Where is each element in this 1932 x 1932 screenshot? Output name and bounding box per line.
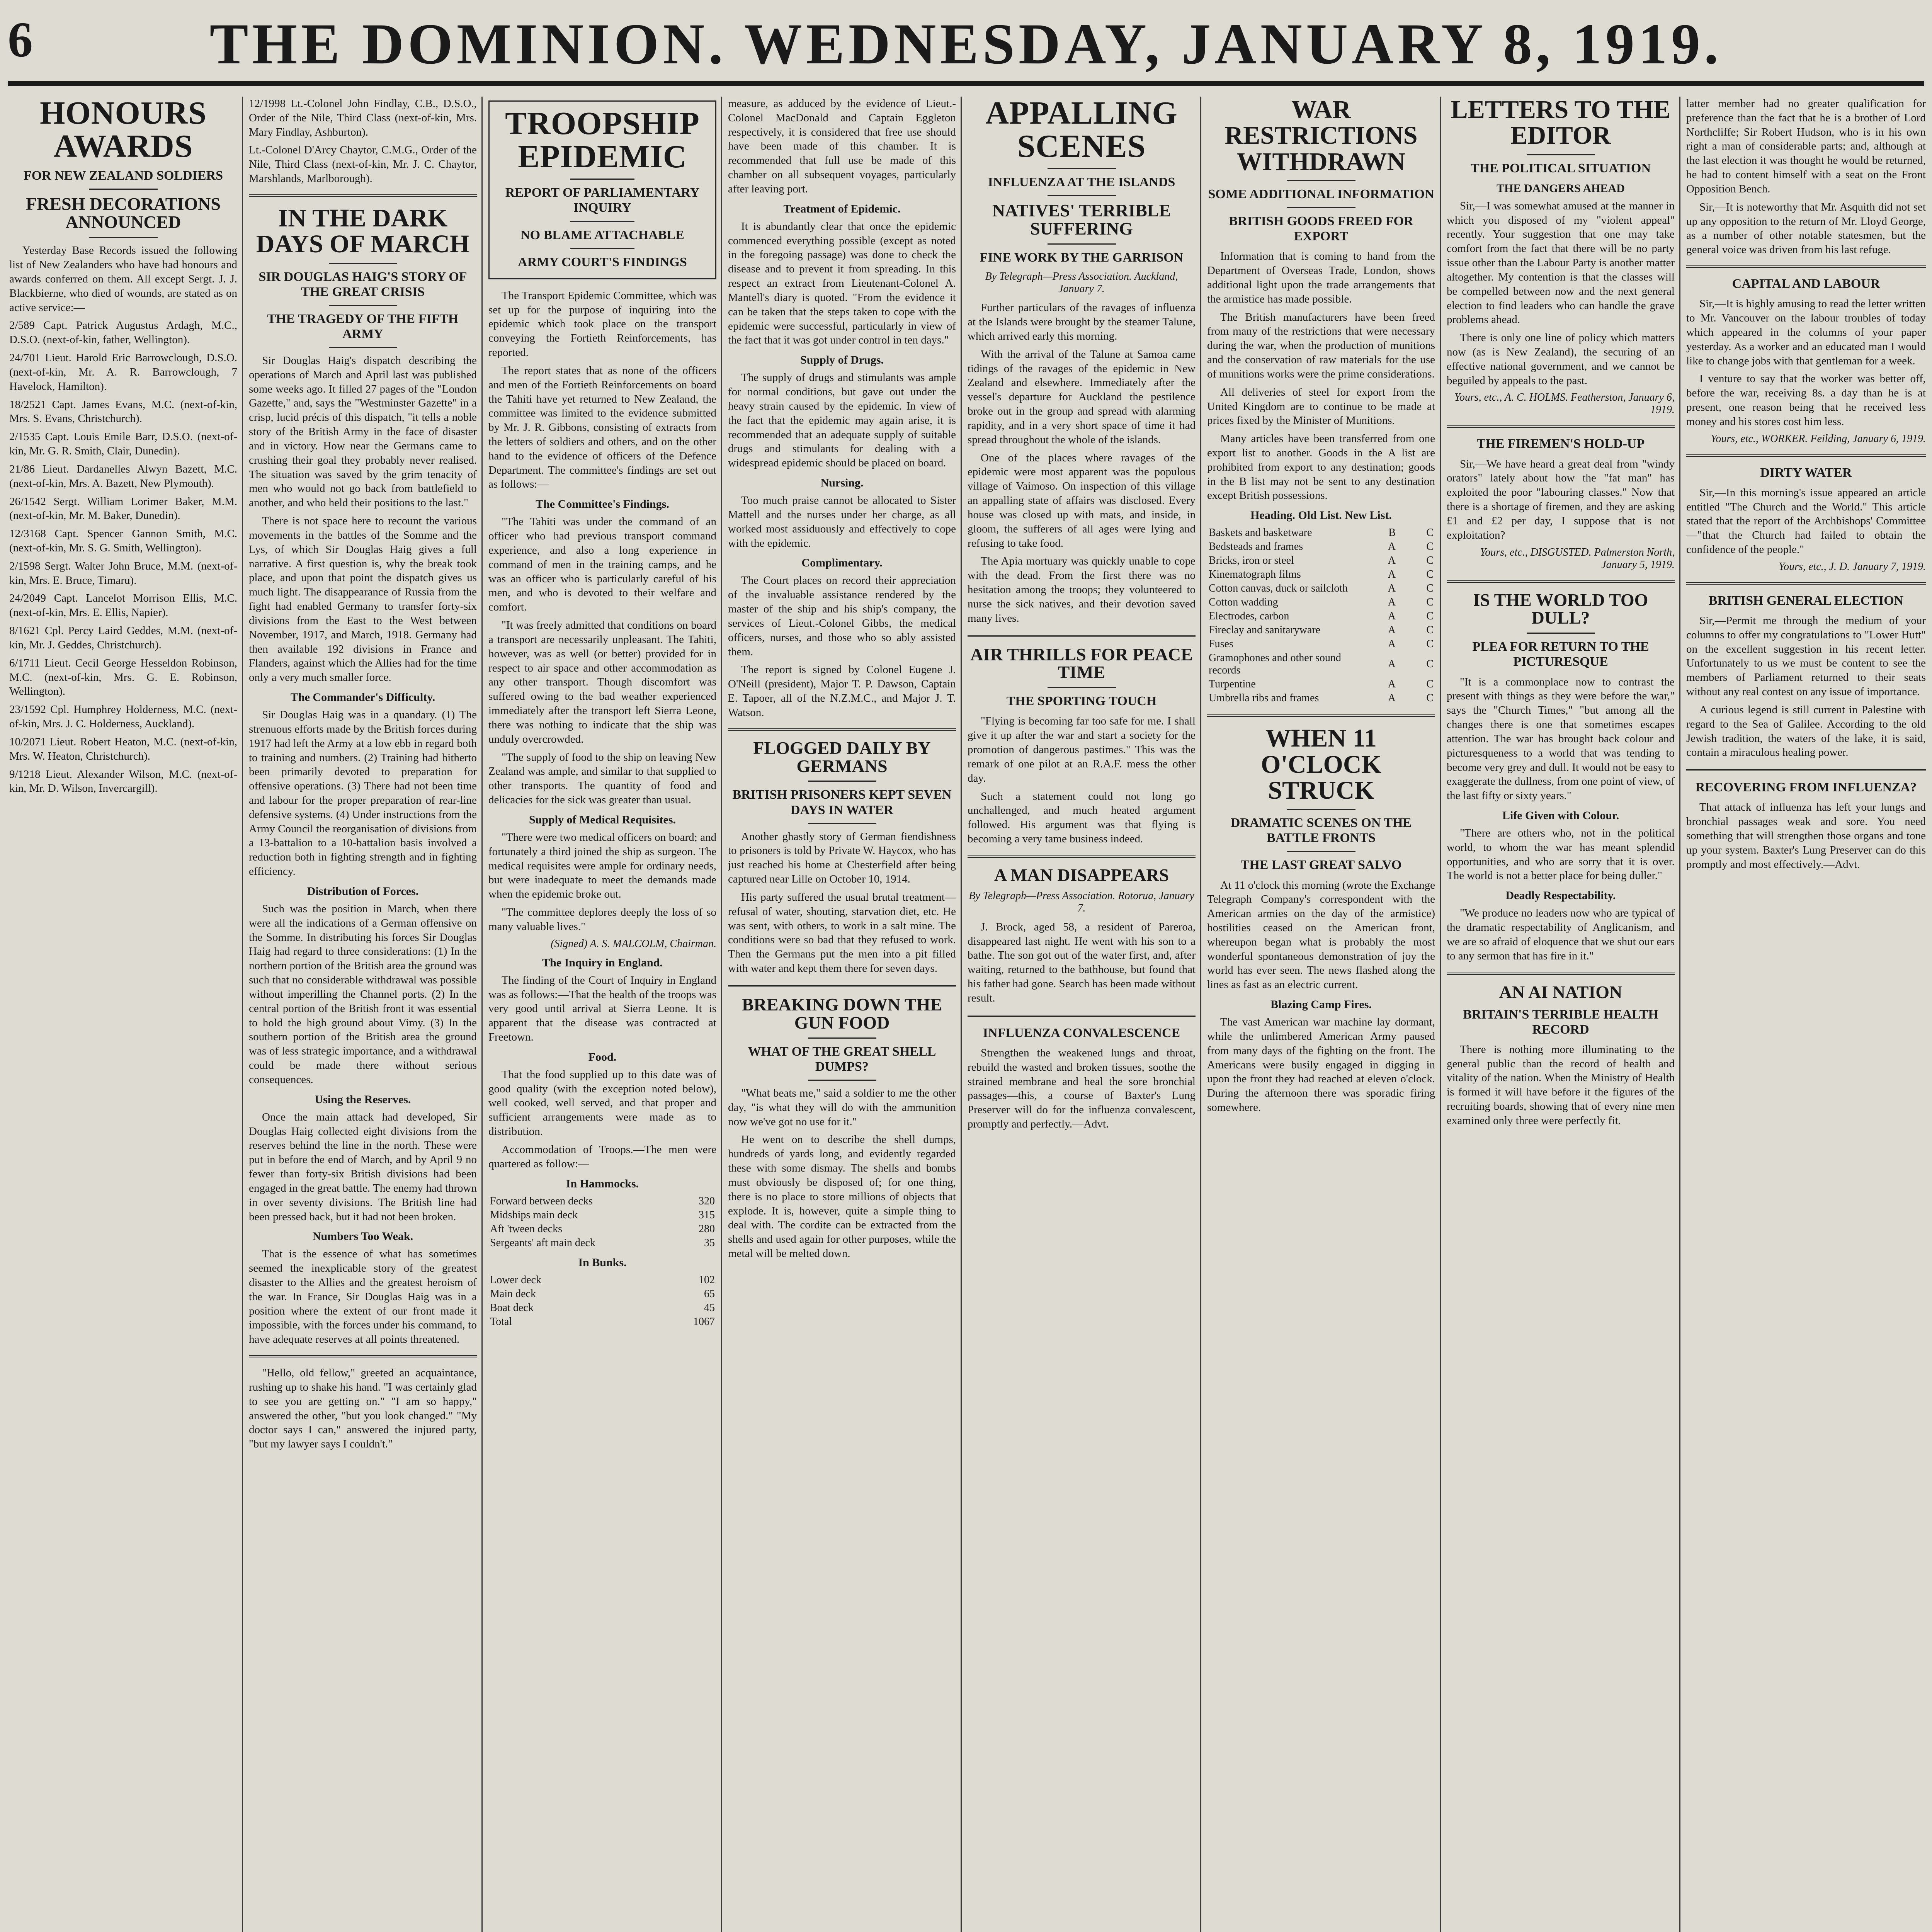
column-1 [9, 97, 237, 1932]
dek: SIR DOUGLAS HAIG'S STORY OF THE GREAT CRISIS [259, 269, 467, 299]
paragraph: "The committee deplores deeply the loss of so many valuable lives." [488, 906, 716, 933]
table-row: Main deck 65 [490, 1287, 715, 1300]
article-gun-food [728, 996, 956, 1261]
export-list-table [1207, 526, 1435, 705]
paragraph: It is abundantly clear that once the epidemic commenced everything possible (except as noted in the foregoing passage) was done to check the disease and to prevent it from spreading. In this respect an extract from Lieutenant-Colonel A. Mantell's diary is quoted. "From the evidence it can be taken that the steps taken to cope with the epidemic were successful, particularly in view of the fact that it was got under control in ten days." [728, 220, 956, 347]
section-heading: Distribution of Forces. [307, 884, 419, 898]
table-row: Electrodes, carbon A C [1209, 610, 1434, 622]
paragraph: Such was the position in March, when there were all the indications of a German offensive on the Somme. In distributing his forces Sir Douglas Haig had regard to three considerations: (1) In the northern portion of the British area the ground was such that no considerable withdrawal was possible without imperilling the Channel ports. (2) In the central portion of the British front it was essential to hold the high ground about Vimy. (3) In the southern portion of the British area the ground was of less strategic importance, and a withdrawal could be made there without serious consequences. [249, 902, 477, 1086]
byline: By Telegraph—Press Association. Auckland, January 7. [985, 270, 1178, 295]
paragraph: Once the main attack had developed, Sir Douglas Haig collected eight divisions from the reserves behind the line in the north. These were put in before the end of March, and by April 9 no fewer than forty-six British divisions had been engaged in the great battle. The enemy had thrown in over seventy divisions. The British line had been pressed back, but it had not been broken. [249, 1111, 477, 1223]
section-heading: The Commander's Difficulty. [290, 691, 435, 704]
table-heading: In Hammocks. [566, 1177, 639, 1190]
paragraph: measure, as adduced by the evidence of Lieut.-Colonel MacDonald and Captain Eggleton respectively, it is considered that free use should have been made of this chamber. It is recommended that full use be made of this chamber on all subsequent voyages, particularly after leaving port. [728, 97, 956, 195]
paragraph: "It was freely admitted that conditions on board a transport are necessarily unpleasant. The Tahiti, however, was as well (or better) provided for in respect to air space and other accommodation as any other transport. Though discomfort was suffered owing to the bad weather experienced immediately after the transport left Sierra Leone, there was nothing to indicate that the ship was unduly overcrowded. [488, 619, 716, 745]
headline: WAR RESTRICTIONS WITHDRAWN [1225, 97, 1418, 176]
table-row: Fuses A C [1209, 638, 1434, 650]
subhead: THE DANGERS AHEAD [1497, 182, 1625, 195]
table-row: Forward between decks 320 [490, 1195, 715, 1207]
column-5 [968, 97, 1196, 1932]
article-honours-awards [9, 97, 237, 796]
paragraph: Another ghastly story of German fiendishness to prisoners is told by Private W. Haycox, who has just reached his home at Chesterfield after being captured near Lille on October 10, 1914. [728, 830, 956, 886]
table-row: Kinematograph films A C [1209, 568, 1434, 581]
article-ai-nation [1447, 983, 1675, 1128]
list-item: 10/2071 Lieut. Robert Heaton, M.C. (next-of-kin, Mrs. W. Heaton, Christchurch). [9, 735, 237, 762]
signature: Yours, etc., A. C. HOLMS. Featherston, January 6, 1919. [1454, 391, 1675, 416]
column-6 [1207, 97, 1435, 1932]
paragraph: "We produce no leaders now who are typical of the dramatic respectability of Anglicanism, and we are so afraid of eloquence that we shut our ears to any sermon that has fire in it." [1447, 907, 1675, 962]
table-row: Baskets and basketware B C [1209, 527, 1434, 539]
subhead: THE TRAGEDY OF THE FIFTH ARMY [267, 311, 459, 341]
dek: PLEA FOR RETURN TO THE PICTURESQUE [1472, 639, 1649, 669]
paragraph: There is only one line of policy which matters now (as is New Zealand), the securing of an effective national government, and we cannot be beguiled by appeals to the past. [1447, 332, 1675, 387]
article-world-too-dull [1447, 591, 1675, 963]
paragraph: The vast American war machine lay dormant, while the unlimbered American Army paused from many days of the fighting on the front. The Americans were busily engaged in digging in upon the front they had reached at eleven o'clock. During the afternoon there was sporadic firing somewhere. [1207, 1016, 1435, 1114]
letter-dirty-water [1686, 465, 1926, 573]
advert-influenza-convalescence [968, 1026, 1196, 1131]
byline: By Telegraph—Press Association. Rotorua, January 7. [969, 889, 1194, 914]
article-flogged-daily [728, 739, 956, 976]
section-heading: The Inquiry in England. [542, 956, 663, 969]
table-row: Total 1067 [490, 1315, 715, 1328]
paragraph: There is not space here to recount the various movements in the battles of the Somme and the Lys, of which Sir Douglas Haig gives a full narrative. A first question is, why the break took place, and upon that point the dispatch gives us much light. The disappearance of Russia from the fight had enabled Germany to transfer forty-six divisions from the East to the West between November, 1917, and March, 1918. Germany had then available 192 divisions in France and Flanders, against which the Allies had for the time only a very much smaller force. [249, 515, 477, 684]
table-row: Lower deck 102 [490, 1274, 715, 1286]
dek: BRITISH PRISONERS KEPT SEVEN DAYS IN WATER [732, 787, 952, 817]
letter-firemens-hold-up [1447, 436, 1675, 571]
paragraph: Sir,—In this morning's issue appeared an article entitled "The Church and the World." This article stated that the report of the Archbishops' Committee—"that the Church had failed to obtain the confidence of the people." [1686, 486, 1926, 556]
dek: FOR NEW ZEALAND SOLDIERS [23, 168, 223, 183]
paragraph: latter member had no greater qualification for preference than the fact that he is a brother of Lord Northcliffe; Sir Robert Hudson, who is in his own right a man of considerable parts; and, although at the last election it was thought he would be returned, he had to content himself with a seat on the Front Opposition Bench. [1686, 97, 1926, 195]
headline: DIRTY WATER [1760, 465, 1852, 480]
headline: INFLUENZA CONVALESCENCE [983, 1026, 1180, 1040]
article-war-restrictions [1207, 97, 1435, 705]
list-item: 6/1711 Lieut. Cecil George Hesseldon Robinson, M.C. (next-of-kin, Mrs. G. E. Robinson, Wellington). [9, 656, 237, 698]
paragraph: The Apia mortuary was quickly unable to cope with the dead. From the first there was no hesitation among the troops; they volunteered to nurse the sick natives, and their devotion saved many lives. [968, 555, 1196, 624]
list-item: 8/1621 Cpl. Percy Laird Geddes, M.M. (next-of-kin, Mr. J. Geddes, Christchurch). [9, 624, 237, 651]
paragraph: At 11 o'clock this morning (wrote the Exchange Telegraph Company's correspondent with the American armies on the day of the armistice) hostilities ceased on the American front, whereupon began what is probably the most wonderful spontaneous demonstration of joy the world has ever seen. The news flashed along the lines as fast as an electric current. [1207, 879, 1435, 991]
paragraph: The finding of the Court of Inquiry in England was as follows:—That the health of the troops was very good until arrival at Sierra Leone. It is apparent that the disease was contracted at Freetown. [488, 974, 716, 1043]
section-heading: Treatment of Epidemic. [783, 202, 901, 215]
paragraph: Sir,—We have heard a great deal from "windy orators" lately about how the "fat man" has exploited the poor "labouring classes." Now that there is a shortage of firemen, and they are asking £1 and £2 per day, I suppose that is not exploitation? [1447, 457, 1675, 541]
letter-british-general-election [1686, 593, 1926, 760]
table-row: Boat deck 45 [490, 1301, 715, 1314]
section-heading: The Committee's Findings. [536, 498, 669, 511]
headline: THE FIREMEN'S HOLD-UP [1476, 437, 1645, 451]
signature: (Signed) A. S. MALCOLM, Chairman. [551, 937, 716, 950]
table-row: Midships main deck 315 [490, 1209, 715, 1221]
paragraph: Accommodation of Troops.—The men were quartered as follow:— [488, 1143, 716, 1170]
headline: TROOPSHIP EPIDEMIC [505, 105, 700, 175]
section-heading: Blazing Camp Fires. [1270, 998, 1372, 1011]
headline: APPALLING SCENES [985, 97, 1178, 164]
article-appalling-scenes [968, 97, 1196, 626]
paragraph: "Hello, old fellow," greeted an acquaintance, rushing up to shake his hand. "I was certainly glad to see you are getting on." "I am so happy," answered the other, "but you look changed." "My doctor says I can," answered the injured party, "but my lawyer says I couldn't." [249, 1367, 477, 1451]
table-row: Gramophones and other sound records A C [1209, 652, 1434, 677]
table-row: Cotton wadding A C [1209, 596, 1434, 609]
section-heading: Using the Reserves. [315, 1093, 411, 1106]
section-heading: Supply of Medical Requisites. [529, 813, 676, 826]
column-rule [721, 97, 722, 1932]
paragraph: Sir,—It is highly amusing to read the letter written to Mr. Vancouver on the labour troubles of today which appeared in the columns of your paper yesterday. As a worker and an educated man I would like to change jobs with that gentleman for a week. [1686, 298, 1926, 367]
paragraph: One of the places where ravages of the epidemic were most apparent was the populous village of Vaimoso. On inspection of this village an appalling state of affairs was disclosed. Every house was closed up with mats, and inside, in gloom, the sufferers of all ages were lying and refusing to take food. [968, 451, 1196, 549]
list-item: 18/2521 Capt. James Evans, M.C. (next-of-kin, Mrs. S. Evans, Christchurch). [9, 398, 237, 425]
column-rule [481, 97, 483, 1932]
quarters-table [488, 1194, 716, 1250]
section-heading: Complimentary. [801, 556, 883, 570]
paragraph: The report states that as none of the officers and men of the Fortieth Reinforcements on board the Tahiti have yet returned to New Zealand, the committee was limited to the evidence submitted by Mr. J. R. Gibbons, consisting of extracts from the letters of soldiers and others, and on the other hand to the evidence of officers of the Defence Department. The committee's findings are set out as follows:— [488, 364, 716, 491]
paragraph: A curious legend is still current in Palestine with regard to the Sea of Galilee. According to the old Jewish tradition, the waters of the lake, it is said, contain a miraculous healing power. [1686, 703, 1926, 759]
signature: Yours, etc., WORKER. Feilding, January 6, 1919. [1711, 432, 1926, 445]
section-heading: Supply of Drugs. [800, 354, 884, 367]
paragraph: That is the essence of what has sometimes seemed the inexplicable story of the greatest disaster to the Allies and the greatest heroism of the war. In France, Sir Douglas Haig was in a position where the extent of our front made it impossible, with the forces under his command, to have adequate reserves at all points threatened. [249, 1248, 477, 1346]
paragraph: The report is signed by Colonel Eugene J. O'Neill (president), Major T. P. Dawson, Captain E. Tapoer, all of the N.Z.M.C., and Major J. T. Watson. [728, 663, 956, 719]
list-item: 12/1998 Lt.-Colonel John Findlay, C.B., D.S.O., Order of the Nile, Third Class (next-of-kin, Mrs. Mary Findlay, Ashburton). [249, 97, 477, 138]
paragraph: He went on to describe the shell dumps, hundreds of yards long, and evidently regarded these with some dismay. The shells and bombs must obviously be disposed of; for one thing, there is no place to store millions of objects that explode. It is, however, quite a simple thing to deal with. The cordite can be extracted from the shells and used again for other purposes, while the metal will be melted down. [728, 1133, 956, 1260]
article-man-disappears [968, 866, 1196, 1005]
paragraph: "What beats me," said a soldier to me the other day, "is what they will do with the ammunition now we've got no use for it." [728, 1087, 956, 1128]
headline: BREAKING DOWN THE GUN FOOD [742, 994, 942, 1032]
column-4 [728, 97, 956, 1932]
paragraph: Further particulars of the ravages of influenza at the Islands were brought by the steamer Talune, which arrived early this morning. [968, 301, 1196, 342]
list-item: 24/701 Lieut. Harold Eric Barrowclough, D.S.O. (next-of-kin, Mr. A. R. Barrowclough, 7 Havelock, Hamilton). [9, 352, 237, 393]
paragraph: "The Tahiti was under the command of an officer who had previous transport command experience, and also a long experience in command of men in the training camps, and he was an officer who is particularly careful of his men, and who is devoted to their welfare and comfort. [488, 515, 716, 614]
article-letters-to-editor [1447, 97, 1675, 416]
section-heading: Life Given with Colour. [1502, 809, 1619, 822]
dek: REPORT OF PARLIAMENTARY INQUIRY [505, 185, 700, 215]
paragraph: That the food supplied up to this date was of good quality (with the exception noted below), well cooked, well served, and that proper and sufficient arrangements were made as to distribution. [488, 1068, 716, 1138]
paragraph: Such a statement could not long go unchallenged, and much heated argument followed. His argument was that flying is becoming a very tame business indeed. [968, 790, 1196, 845]
list-item: 2/1535 Capt. Louis Emile Barr, D.S.O. (next-of-kin, Mr. G. R. Smith, Clair, Dunedin). [9, 430, 237, 457]
headline: BRITISH GENERAL ELECTION [1708, 593, 1904, 608]
section-heading: Deadly Respectability. [1505, 889, 1616, 902]
subhead: NO BLAME ATTACHABLE [520, 228, 684, 242]
table-heading: In Bunks. [578, 1256, 627, 1269]
list-item: 2/1598 Sergt. Walter John Bruce, M.M. (next-of-kin, Mrs. E. Bruce, Timaru). [9, 560, 237, 587]
section-heading: Numbers Too Weak. [312, 1230, 413, 1243]
article-troopship-epidemic [488, 100, 716, 279]
headline: IS THE WORLD TOO DULL? [1473, 590, 1648, 628]
table-row: Cotton canvas, duck or sailcloth A C [1209, 582, 1434, 595]
section-heading: Nursing. [820, 476, 864, 490]
table-row: Fireclay and sanitaryware A C [1209, 624, 1434, 636]
column-rule [242, 97, 243, 1932]
dek: BRITAIN'S TERRIBLE HEALTH RECORD [1463, 1007, 1658, 1037]
column-rule [1200, 97, 1201, 1932]
paragraph: His party suffered the usual brutal treatment—refusal of water, shouting, starvation diet, etc. He was sent, with others, to work in a salt mine. The conditions were so bad that they refused to work. Then the Germans put the men into a pit filled with water and kept them there for seven days. [728, 891, 956, 975]
article-eleven-oclock [1207, 725, 1435, 1115]
table-row: Umbrella ribs and frames A C [1209, 692, 1434, 704]
table-row: Aft 'tween decks 280 [490, 1223, 715, 1235]
table-row: Bricks, iron or steel A C [1209, 554, 1434, 567]
paragraph: J. Brock, aged 58, a resident of Pareroa, disappeared last night. He went with his son to a bathe. The son got out of the water first, and, after waiting, returned to the bathhouse, but found that his father had gone. Search has been made without result. [968, 920, 1196, 1004]
headline: A MAN DISAPPEARS [994, 865, 1169, 885]
dek: THE SPORTING TOUCH [1006, 694, 1157, 709]
dek: WHAT OF THE GREAT SHELL DUMPS? [748, 1044, 936, 1074]
paragraph: With the arrival of the Talune at Samoa came tidings of the ravages of the epidemic in New Zealand and elsewhere. Immediately after the vessel's departure for Auckland the pestilence broke out in the group and spread with alarming rapidity, and in a very short space of time it had spread throughout the whole of the islands. [968, 348, 1196, 446]
letter-capital-and-labour [1686, 276, 1926, 445]
paragraph: Sir Douglas Haig's dispatch describing the operations of March and April last was published some weeks ago. It filled 27 pages of the "London Gazette," and, says the "Westminster Gazette" in a crisp, lucid précis of this dispatch, "it tells a noble story of the British Army in the face of disaster and in victory. How near the Germans came to crushing their goal they probably never realised. The situation was saved by the grim tenacity of men who would not go back from battlefield to another, and who held their positions to the last." [249, 354, 477, 509]
masthead [8, 8, 1924, 86]
table-row: Turpentine A C [1209, 678, 1434, 690]
advert-recovering-from-influenza [1686, 780, 1926, 871]
column-2 [249, 97, 477, 1932]
paragraph: "It is a commonplace now to contrast the present with things as they were before the war," says the "Church Times," "but among all the changes there is one that sometimes escapes attention. The war has brought back colour and picturesqueness to a world that was tending to become very grey and dull. It would not be easy to exaggerate the dullness, from one point of view, of the last fifty or sixty years." [1447, 675, 1675, 802]
column-8 [1686, 97, 1926, 1932]
section-heading: Food. [588, 1050, 617, 1063]
paragraph: There is nothing more illuminating to the general public than the record of health and vitality of the nation. When the Ministry of Health is formed it will have before it the figures of the recruiting boards, showing that of every nine men examined only three were perfectly fit. [1447, 1043, 1675, 1127]
column-rule [1440, 97, 1441, 1932]
paragraph: Sir,—It is noteworthy that Mr. Asquith did not set up any opposition to the return of Mr. Lloyd George, as a number of other notable statesmen, but the general voice was driven from his last refuge. [1686, 201, 1926, 256]
subhead: BRITISH GOODS FREED FOR EXPORT [1229, 214, 1413, 244]
paragraph: "Flying is becoming far too safe for me. I shall give it up after the war and start a society for the promotion of dangerous pastimes." This was the remark of one pilot at an R.A.F. mess the other day. [968, 715, 1196, 784]
column-rule [961, 97, 962, 1932]
signature: Yours, etc., J. D. January 7, 1919. [1779, 560, 1926, 573]
list-item: 2/589 Capt. Patrick Augustus Ardagh, M.C., D.S.O. (next-of-kin, father, Wellington). [9, 319, 237, 346]
headline: AIR THRILLS FOR PEACE TIME [970, 644, 1193, 682]
paragraph: Information that is coming to hand from the Department of Overseas Trade, London, shows additional light upon the trade arrangements that the armistice has made possible. [1207, 250, 1435, 305]
paragraph: Strengthen the weakened lungs and throat, rebuild the wasted and broken tissues, soothe the strained membrane and heal the sore bronchial passages—this, a course of Baxter's Lung Preserver will do for the influenza convalescent, promptly and perfectly.—Advt. [968, 1046, 1196, 1131]
list-item: 12/3168 Capt. Spencer Gannon Smith, M.C. (next-of-kin, Mr. S. G. Smith, Wellington). [9, 527, 237, 554]
article-air-thrills [968, 646, 1196, 846]
paragraph: The supply of drugs and stimulants was ample for normal conditions, but gave out under the heavy strain caused by the epidemic. In view of the fact that the epidemic may again arise, it is recommended that an adequate supply of suitable drugs and stimulants for dealing with a widespread epidemic should be placed on board. [728, 371, 956, 469]
bunks-table [488, 1273, 716, 1329]
list-item: 21/86 Lieut. Dardanelles Alwyn Bazett, M.C. (next-of-kin, Mrs. A. Bazett, New Plymouth). [9, 463, 237, 490]
subhead: FINE WORK BY THE GARRISON [980, 250, 1184, 265]
subhead: THE LAST GREAT SALVO [1240, 858, 1402, 872]
dek: INFLUENZA AT THE ISLANDS [988, 175, 1175, 190]
dek: THE POLITICAL SITUATION [1470, 161, 1651, 175]
headline: CAPITAL AND LABOUR [1732, 277, 1880, 291]
subhead: ARMY COURT'S FINDINGS [518, 255, 687, 269]
paragraph: Too much praise cannot be allocated to Sister Mattell and the nurses under her charge, as all worked most assiduously and effectively to cope with the epidemic. [728, 494, 956, 549]
headline: RECOVERING FROM INFLUENZA? [1695, 780, 1917, 795]
paragraph: The Transport Epidemic Committee, which was set up for the purpose of inquiring into the epidemic which took place on the transport conveying the Fortieth Reinforcements, has reported. [488, 289, 716, 359]
column-7 [1447, 97, 1675, 1932]
table-row: Bedsteads and frames A C [1209, 541, 1434, 553]
table-heading: Heading. Old List. New List. [1250, 509, 1392, 522]
headline: IN THE DARK DAYS OF MARCH [256, 204, 470, 259]
paragraph: "The supply of food to the ship on leaving New Zealand was ample, and similar to that supplied to other transports. The quantity of food and delicacies for the sick was greater than usual. [488, 751, 716, 806]
headline: AN AI NATION [1499, 982, 1622, 1002]
paragraph: "There are others who, not in the political world, to whom the war has meant splendid opportunities, and who are sorry that it is over. The world is not a better place for being duller." [1447, 827, 1675, 882]
newspaper-title: THE DOMINION. WEDNESDAY, JANUARY 8, 1919. [209, 12, 1723, 76]
article-dark-days-of-march [249, 205, 477, 1451]
paragraph: Sir,—Permit me through the medium of your columns to offer my congratulations to "Lower Hutt" on the excellent suggestion in his recent letter. Unfortunately to us we must be content to see the members of Parliament returned to their seats without any real contest on any issue of importance. [1686, 614, 1926, 698]
headline: WHEN 11 O'CLOCK STRUCK [1261, 724, 1381, 804]
paragraph: "There were two medical officers on board; and fortunately a third joined the ship as surgeon. The medical requisites were ample for ordinary needs, but were inadequate to meet the demands made when the epidemic broke out. [488, 831, 716, 901]
dek: DRAMATIC SCENES ON THE BATTLE FRONTS [1230, 816, 1412, 845]
headline: LETTERS TO THE EDITOR [1451, 97, 1671, 150]
table-row: Sergeants' aft main deck 35 [490, 1236, 715, 1249]
column-3 [488, 97, 716, 1932]
paragraph: The British manufacturers have been freed from many of the restrictions that were necessary during the war, when the production of munitions and the conservation of raw materials for the use of munitions works were the prime considerations. [1207, 311, 1435, 380]
list-item: 26/1542 Sergt. William Lorimer Baker, M.M. (next-of-kin, Mr. M. Baker, Dunedin). [9, 495, 237, 522]
signature: Yours, etc., DISGUSTED. Palmerston North, January 5, 1919. [1480, 546, 1675, 571]
paragraph: That attack of influenza has left your lungs and bronchial passages weak and sore. You need something that will strengthen those organs and tone up your system. Baxter's Lung Preserver can do this promptly and most effectively.—Advt. [1686, 801, 1926, 871]
list-item: 23/1592 Cpl. Humphrey Holderness, M.C. (next-of-kin, Mrs. J. C. Holderness, Auckland). [9, 703, 237, 730]
column-rule [1679, 97, 1680, 1932]
paragraph: The Court places on record their appreciation of the invaluable assistance rendered by the master of the ship and his ship's company, the services of Lieut.-Colonel Gibbs, the medical officers, nurses, and those who so ably assisted them. [728, 574, 956, 658]
dek: SOME ADDITIONAL INFORMATION [1208, 187, 1434, 201]
subhead: NATIVES' TERRIBLE SUFFERING [992, 201, 1171, 239]
headline: FLOGGED DAILY BY GERMANS [753, 738, 931, 776]
paragraph: Many articles have been transferred from one export list to another. Goods in the A list are prohibited from export to any destination; goods in the B list may not be sent to any destination except British possessions. [1207, 432, 1435, 502]
paragraph: Sir Douglas Haig was in a quandary. (1) The strenuous efforts made by the British forces during 1917 had left the Army at a low ebb in regard both to training and numbers. (2) Training had hitherto been primarily devoted to preparation for offensive operations. (3) There had not been time and labour for the proper preparation of rear-line defensive systems. (4) Under instructions from the Army Council the reorganisation of divisions from a 13-battalion to a 10-battalion basis involved a reduction both in fighting strength and in fighting efficiency. [249, 709, 477, 878]
intro-paragraph: Yesterday Base Records issued the following list of New Zealanders who have had honours and awards conferred on them. All except Sergt. J. J. Blackbierne, who died of wounds, are stated as on active service:— [9, 244, 237, 314]
paragraph: I venture to say that the worker was better off, before the war, receiving 8s. a day than he is at present, one reason being that he received less money and his stores cost him less. [1686, 372, 1926, 428]
paragraph: Sir,—I was somewhat amused at the manner in which you disposed of my "violent appeal" recently. Your suggestion that one may take comfort from the fact that there will be no party issue other than the Labour Party is another matter altogether. My contention is that the classes will be compelled between now and the next general election to find leaders who can handle the grave problems ahead. [1447, 199, 1675, 326]
list-item: 24/2049 Capt. Lancelot Morrison Ellis, M.C. (next-of-kin, Mrs. E. Ellis, Napier). [9, 592, 237, 619]
headline: HONOURS AWARDS [40, 97, 207, 164]
subhead: FRESH DECORATIONS ANNOUNCED [26, 194, 221, 232]
paragraph: All deliveries of steel for export from the United Kingdom are to continue to be made at prices fixed by the Minister of Munitions. [1207, 386, 1435, 427]
list-item: 9/1218 Lieut. Alexander Wilson, M.C. (next-of-kin, Mr. D. Wilson, Invercargill). [9, 768, 237, 795]
page-number: 6 [8, 12, 33, 68]
list-item: Lt.-Colonel D'Arcy Chaytor, C.M.G., Order of the Nile, Third Class (next-of-kin, Mr. J. C. Chaytor, Marshlands, Marlborough). [249, 144, 477, 185]
